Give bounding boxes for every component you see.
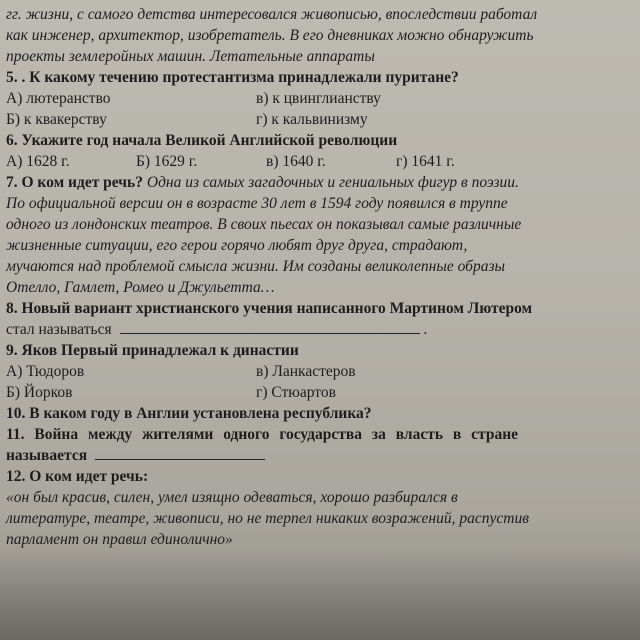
question-10: 10. В каком году в Англии установлена республика? [6, 405, 372, 422]
q12-text-line: парламент он правил единолично» [6, 531, 233, 548]
question-8-answer-line [6, 319, 634, 340]
question-7 [6, 172, 634, 193]
worksheet-text [6, 0, 634, 550]
q9-option-g: г) Стюартов [256, 384, 336, 401]
q7-text-line: Одна из самых загадочных и гениальных фигур в поэзии. [146, 174, 519, 191]
q5-options-row-1 [6, 88, 634, 109]
question-11: 11. Война между жителями одного государства за власть в стране [6, 426, 519, 443]
question-6: 6. Укажите год начала Великой Английской революции [6, 132, 398, 149]
q11-answer-blank[interactable] [95, 445, 265, 460]
q5-option-g: г) к кальвинизму [256, 111, 368, 128]
question-5: 5. . К какому течению протестантизма принадлежали пуритане? [6, 69, 459, 86]
q6-options-row [6, 151, 634, 172]
q5-option-a: А) лютеранство [6, 90, 111, 107]
question-11-answer-line [6, 445, 634, 466]
q8-answer-blank[interactable] [120, 319, 420, 334]
q6-option-v: в) 1640 г. [266, 153, 326, 170]
q5-option-v: в) к цвинглианству [256, 90, 381, 107]
q5-options-row-2 [6, 109, 634, 130]
paper-shadow [0, 550, 640, 640]
q9-options-row-1 [6, 361, 634, 382]
q7-label: 7. О ком идет речь? [6, 174, 143, 191]
q8-prompt: стал называться [6, 321, 112, 338]
text-line: проекты землеройных машин. Летательные аппараты [6, 48, 375, 65]
q11-prompt: называется [6, 447, 88, 464]
q6-option-b: Б) 1629 г. [136, 153, 198, 170]
q9-options-row-2 [6, 382, 634, 403]
text-line: как инженер, архитектор, изобретатель. В его дневниках можно обнаружить [6, 27, 534, 44]
text-line: гг. жизни, с самого детства интересовался живописью, впоследствии работал [6, 6, 538, 23]
question-12: 12. О ком идет речь: [6, 468, 149, 485]
q7-text-line: Отелло, Гамлет, Ромео и Джульетта… [6, 279, 275, 296]
q6-option-a: А) 1628 г. [6, 153, 70, 170]
question-9: 9. Яков Первый принадлежал к династии [6, 342, 299, 359]
q12-text-line: «он был красив, силен, умел изящно одеваться, хорошо разбирался в [6, 489, 458, 506]
q7-text-line: мучаются над проблемой смысла жизни. Им созданы великолепные образы [6, 258, 505, 275]
q7-text-line: одного из лондонских театров. В своих пьесах он показывал самые различные [6, 216, 522, 233]
q7-text-line: По официальной версии он в возрасте 30 лет в 1594 году появился в труппе [6, 195, 508, 212]
q5-option-b: Б) к квакерству [6, 111, 107, 128]
q8-tail: . [423, 321, 428, 338]
q9-option-b: Б) Йорков [6, 384, 73, 401]
question-8: 8. Новый вариант христианского учения написанного Мартином Лютером [6, 300, 533, 317]
q9-option-v: в) Ланкастеров [256, 363, 356, 380]
q9-option-a: А) Тюдоров [6, 363, 85, 380]
q12-text-line: литературе, театре, живописи, но не терпел никаких возражений, распустив [6, 510, 529, 527]
q7-text-line: жизненные ситуации, его герои горячо любят друг друга, страдают, [6, 237, 468, 254]
q6-option-g: г) 1641 г. [396, 153, 455, 170]
